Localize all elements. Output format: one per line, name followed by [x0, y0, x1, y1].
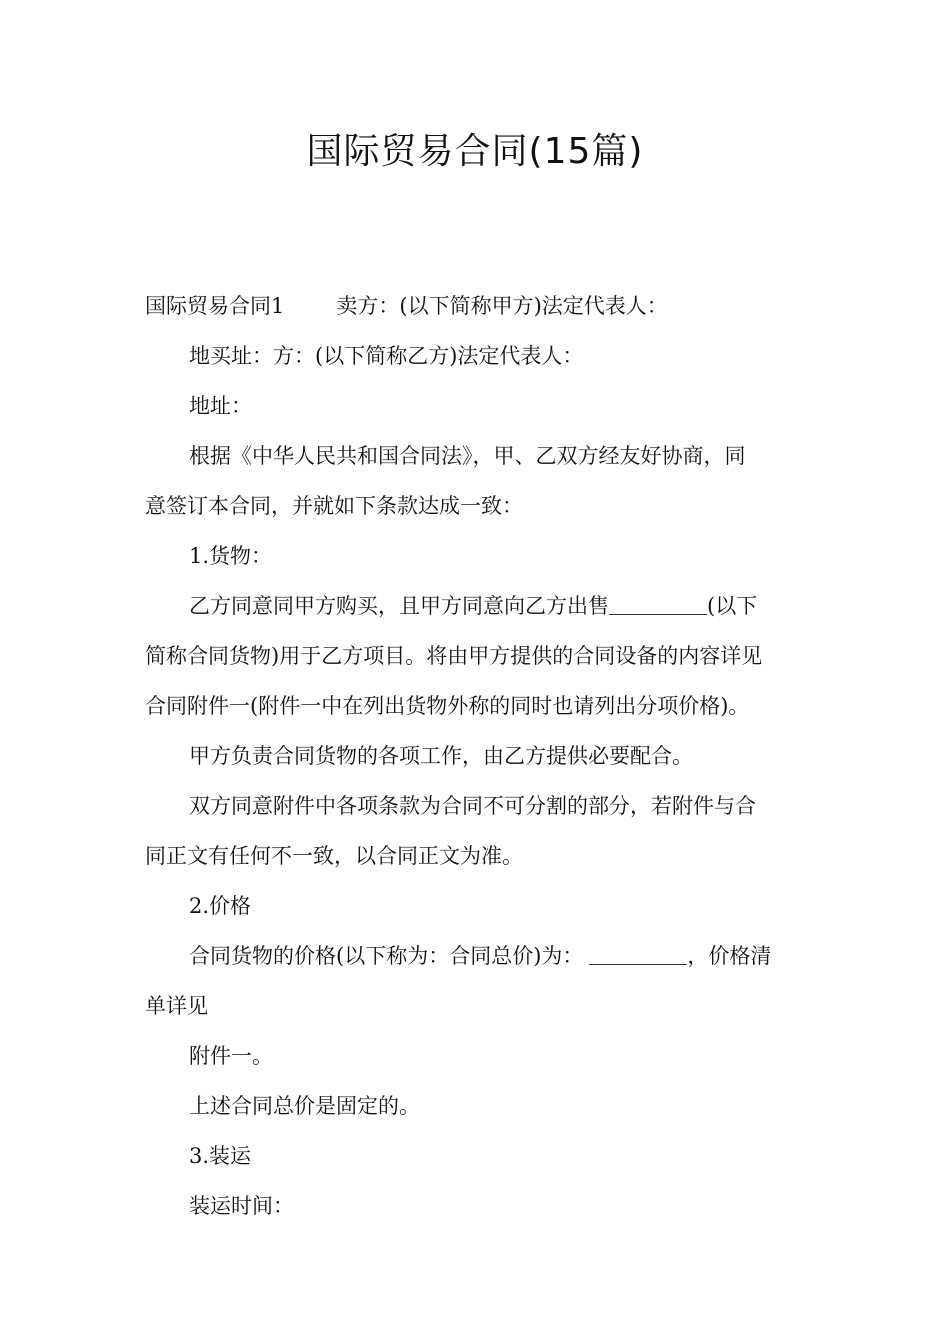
price-blank: [589, 944, 687, 965]
document-body: [145, 281, 807, 1231]
paragraph-price-line2: 单详见: [145, 994, 208, 1018]
paragraph-goods-line3: 合同附件一(附件一中在列出货物外称的同时也请列出分项价格)。: [145, 694, 750, 718]
paragraph-annex-line1: 双方同意附件中各项条款为合同不可分割的部分，若附件与合: [189, 794, 756, 818]
paragraph-shipping-time: 装运时间：: [189, 1194, 294, 1218]
paragraph-goods-line1: [145, 581, 807, 631]
paragraph-price-fixed: 上述合同总价是固定的。: [189, 1094, 420, 1118]
goods-text-b: (以下: [707, 594, 758, 618]
contract-heading: 国际贸易合同1: [145, 294, 285, 318]
paragraph-buyer: 地买址：方：(以下简称乙方)法定代表人：: [189, 344, 584, 368]
paragraph-goods-line2: 简称合同货物)用于乙方项目。将由甲方提供的合同设备的内容详见: [145, 644, 763, 668]
paragraph-responsibility: 甲方负责合同货物的各项工作，由乙方提供必要配合。: [189, 744, 693, 768]
goods-text-a: 乙方同意同甲方购买，且甲方同意向乙方出售: [189, 594, 609, 618]
paragraph-seller: [145, 281, 807, 331]
paragraph-address: 地址：: [189, 394, 252, 418]
seller-line: 卖方：(以下简称甲方)法定代表人：: [336, 294, 668, 318]
paragraph-annex-line2: 同正文有任何不一致，以合同正文为准。: [145, 844, 523, 868]
price-text-b: ，价格清: [687, 944, 772, 968]
section-goods-heading: 1.货物：: [189, 544, 273, 568]
paragraph-annex-one: 附件一。: [189, 1044, 273, 1068]
price-text-a: 合同货物的价格(以下称为：合同总价)为：: [189, 944, 584, 968]
paragraph-price-line1: [145, 931, 807, 981]
section-price-heading: 2.价格: [189, 894, 252, 918]
section-shipping-heading: 3.装运: [189, 1144, 252, 1168]
goods-blank: [609, 594, 707, 615]
paragraph-basis-line1: 根据《中华人民共和国合同法》，甲、乙双方经友好协商，同: [189, 444, 746, 468]
paragraph-basis-line2: 意签订本合同，并就如下条款达成一致：: [145, 494, 523, 518]
document-title: 国际贸易合同(15篇): [306, 131, 644, 172]
